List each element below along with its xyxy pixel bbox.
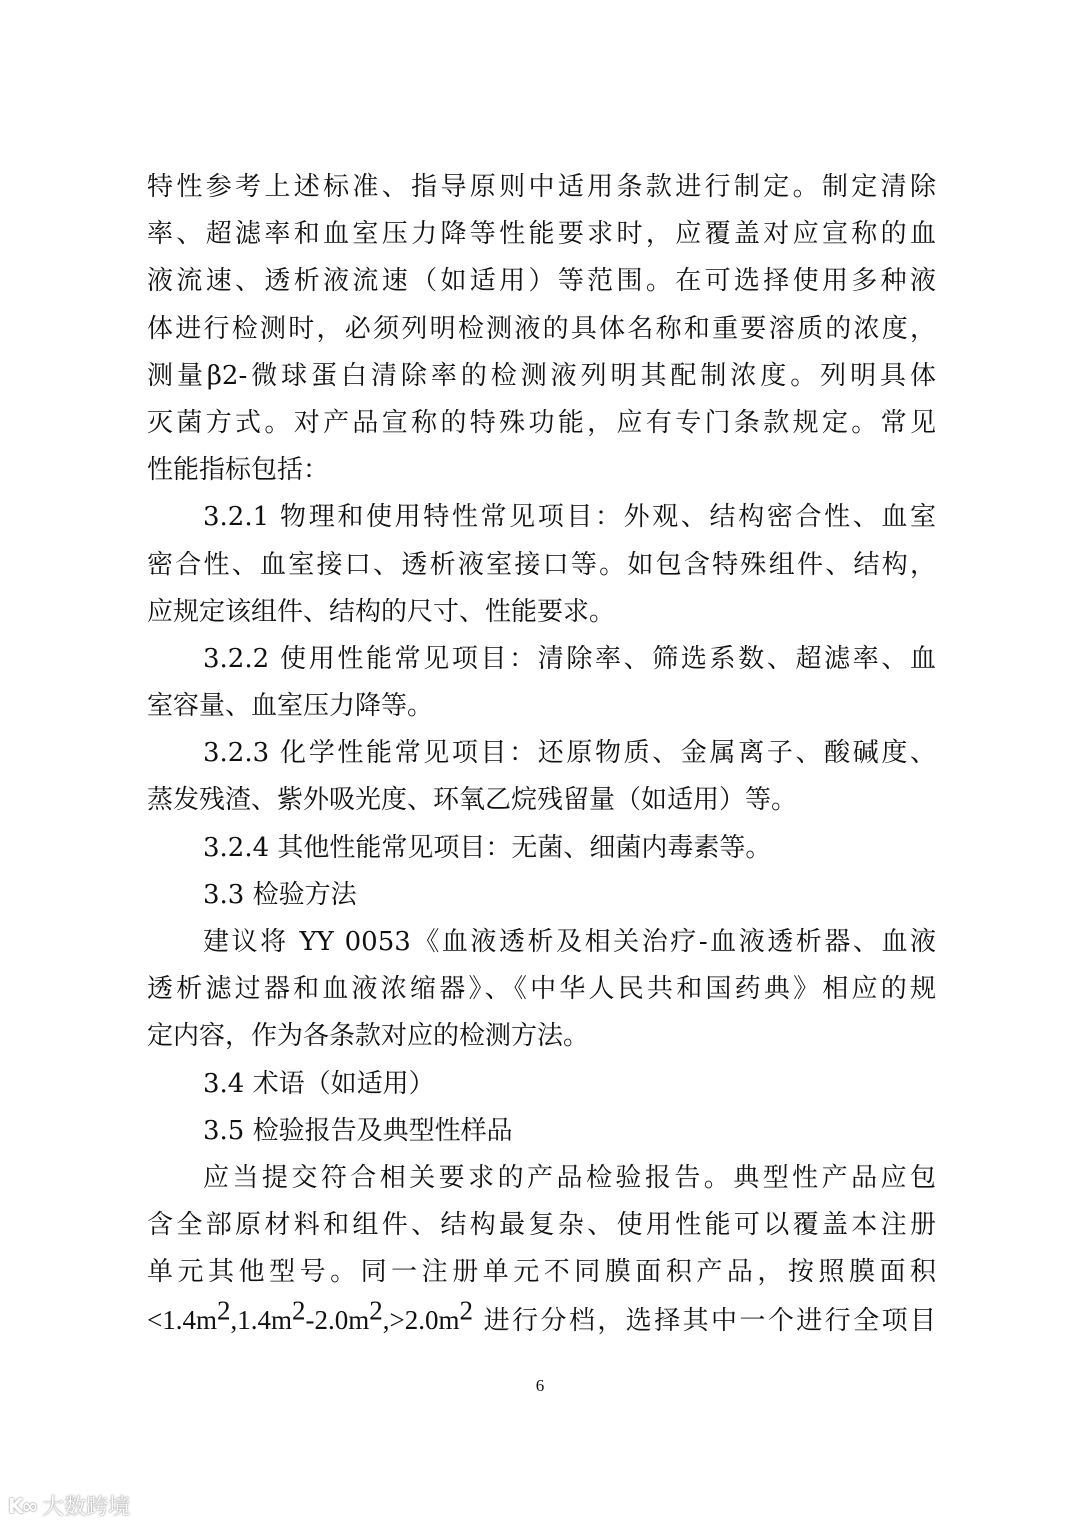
text-line: 单元其他型号。同一注册单元不同膜面积产品，按照膜面积: [147, 1257, 936, 1288]
text-line: 3.5 检验报告及典型性样品: [203, 1115, 513, 1146]
text-line: 3.4 术语（如适用）: [203, 1068, 435, 1099]
text-line: 特性参考上述标准、指导原则中适用条款进行制定。制定清除: [147, 172, 936, 202]
text-segment: ,1.4m: [230, 1304, 292, 1335]
text-line: 率、超滤率和血室压力降等性能要求时，应覆盖对应宣称的血: [147, 219, 936, 250]
text-segment: <1.4m: [147, 1304, 217, 1335]
text-line: 3.2.1 物理和使用特性常见项目：外观、结构密合性、血室: [203, 502, 936, 533]
text-line-area-ranges: [147, 1294, 936, 1344]
text-line: 液流速、透析液流速（如适用）等范围。在可选择使用多种液: [147, 266, 936, 297]
text-line: 3.2.2 使用性能常见项目：清除率、筛选系数、超滤率、血: [203, 643, 936, 674]
text-line: 3.2.4 其他性能常见项目：无菌、细菌内毒素等。: [203, 832, 772, 863]
watermark-logo: K∞: [8, 1493, 37, 1518]
superscript: 2: [369, 1294, 383, 1325]
text-line: 应当提交符合相关要求的产品检验报告。典型性产品应包: [203, 1162, 936, 1193]
text-line: 性能指标包括：: [147, 455, 330, 486]
page-number: 6: [535, 1376, 545, 1395]
text-line: 定内容，作为各条款对应的检测方法。: [147, 1021, 590, 1052]
text-line: 体进行检测时，必须列明检测液的具体名称和重要溶质的浓度，: [147, 313, 936, 344]
text-line: 3.2.3 化学性能常见项目：还原物质、金属离子、酸碱度、: [203, 738, 936, 769]
text-line: 应规定该组件、结构的尺寸、性能要求。: [147, 596, 616, 627]
document-body: [147, 164, 936, 1344]
watermark: [8, 1490, 130, 1521]
text-line: 室容量、血室压力降等。: [147, 691, 434, 722]
watermark-text: 大数跨境: [42, 1495, 131, 1520]
text-line: 3.3 检验方法: [203, 879, 357, 910]
superscript: 2: [292, 1294, 306, 1325]
text-line: 灭菌方式。对产品宣称的特殊功能，应有专门条款规定。常见: [147, 407, 936, 438]
text-segment: 进行分档，选择其中一个进行全项目: [472, 1305, 936, 1336]
text-line: 建议将 YY 0053《血液透析及相关治疗-血液透析器、血液: [203, 927, 936, 957]
text-line: 密合性、血室接口、透析液室接口等。如包含特殊组件、结构，: [147, 549, 936, 580]
text-segment: -2.0m: [305, 1304, 370, 1335]
text-line: 含全部原材料和组件、结构最复杂、使用性能可以覆盖本注册: [147, 1210, 936, 1241]
text-line: 蒸发残渣、紫外吸光度、环氧乙烷残留量（如适用）等。: [147, 785, 798, 816]
superscript: 2: [216, 1294, 231, 1325]
text-line: 测量β2-微球蛋白清除率的检测液列明其配制浓度。列明具体: [147, 360, 936, 391]
superscript: 2: [459, 1294, 473, 1325]
text-segment: ,>2.0m: [382, 1304, 460, 1335]
text-line: 透析滤过器和血液浓缩器》、《中华人民共和国药典》相应的规: [147, 974, 936, 1005]
